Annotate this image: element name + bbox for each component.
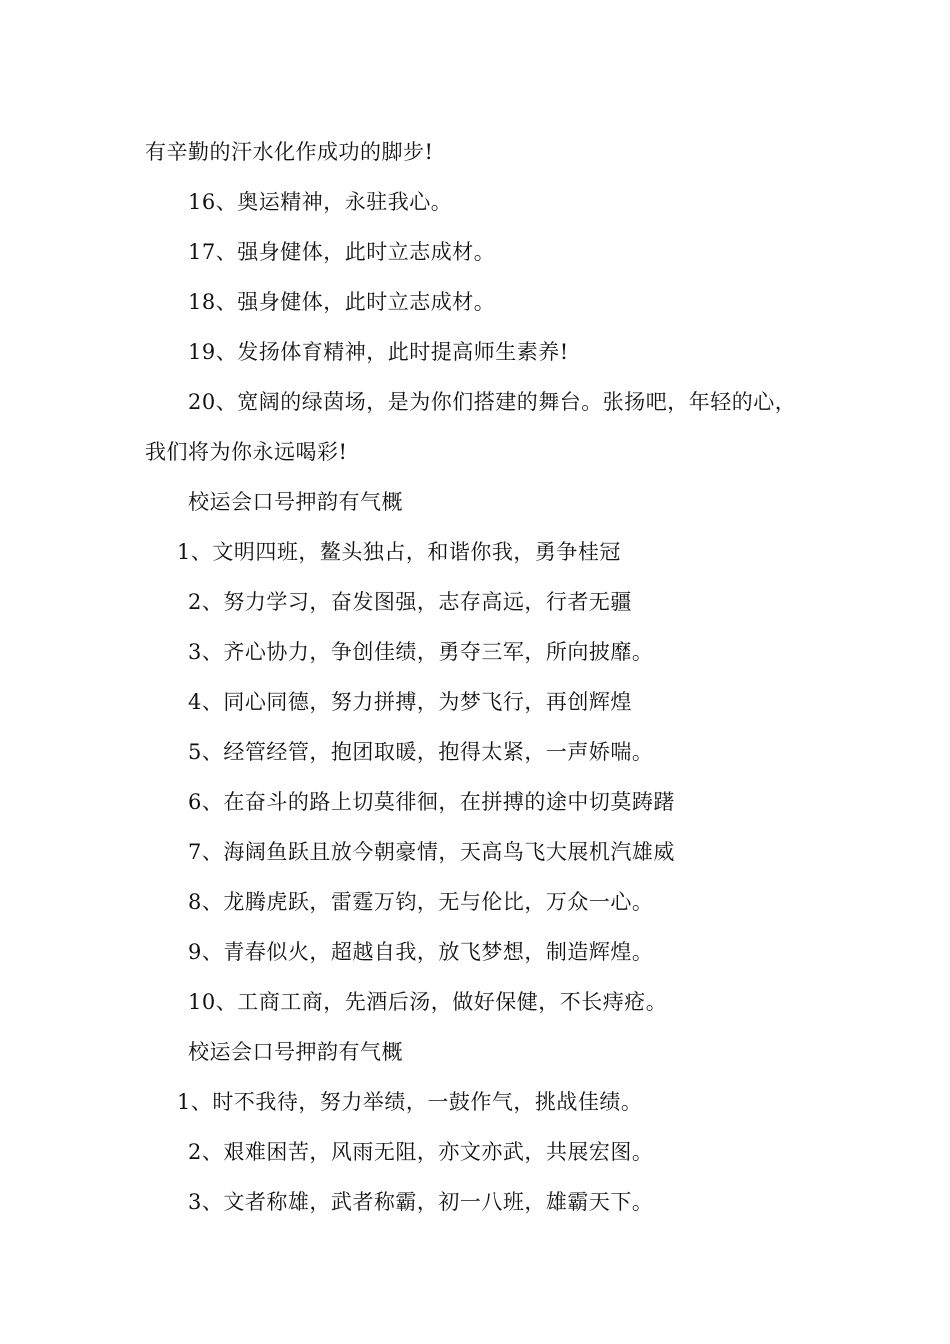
list-item: 2、努力学习，奋发图强，志存高远，行者无疆	[188, 590, 632, 614]
list-item: 8、龙腾虎跃，雷霆万钧，无与伦比，万众一心。	[188, 890, 654, 914]
list-item: 2、艰难困苦，风雨无阻，亦文亦武，共展宏图。	[188, 1140, 654, 1164]
list-item: 3、文者称雄，武者称霸，初一八班，雄霸天下。	[188, 1190, 654, 1214]
list-item: 19、发扬体育精神，此时提高师生素养!	[188, 340, 569, 364]
section-heading: 校运会口号押韵有气概	[188, 490, 403, 514]
list-item: 18、强身健体，此时立志成材。	[188, 290, 496, 314]
text-line: 我们将为你永远喝彩!	[145, 440, 348, 464]
list-item: 1、文明四班，鳌头独占，和谐你我，勇争桂冠	[177, 540, 621, 564]
list-item: 17、强身健体，此时立志成材。	[188, 240, 496, 264]
list-item: 5、经管经管，抱团取暖，抱得太紧，一声娇喘。	[188, 740, 654, 764]
section-heading: 校运会口号押韵有气概	[188, 1040, 403, 1064]
list-item: 9、青春似火，超越自我，放飞梦想，制造辉煌。	[188, 940, 654, 964]
text-line: 有辛勤的汗水化作成功的脚步!	[145, 140, 434, 164]
list-item: 3、齐心协力，争创佳绩，勇夺三军，所向披靡。	[188, 640, 654, 664]
list-item: 6、在奋斗的路上切莫徘徊，在拼搏的途中切莫踌躇	[188, 790, 675, 814]
list-item: 4、同心同德，努力拼搏，为梦飞行，再创辉煌	[188, 690, 632, 714]
list-item: 20、宽阔的绿茵场，是为你们搭建的舞台。张扬吧，年轻的心，	[188, 390, 797, 414]
list-item: 1、时不我待，努力举绩，一鼓作气，挑战佳绩。	[177, 1090, 643, 1114]
list-item: 7、海阔鱼跃且放今朝豪情，天高鸟飞大展机汽雄威	[188, 840, 675, 864]
list-item: 16、奥运精神，永驻我心。	[188, 190, 453, 214]
list-item: 10、工商工商，先酒后汤，做好保健，不长痔疮。	[188, 990, 668, 1014]
